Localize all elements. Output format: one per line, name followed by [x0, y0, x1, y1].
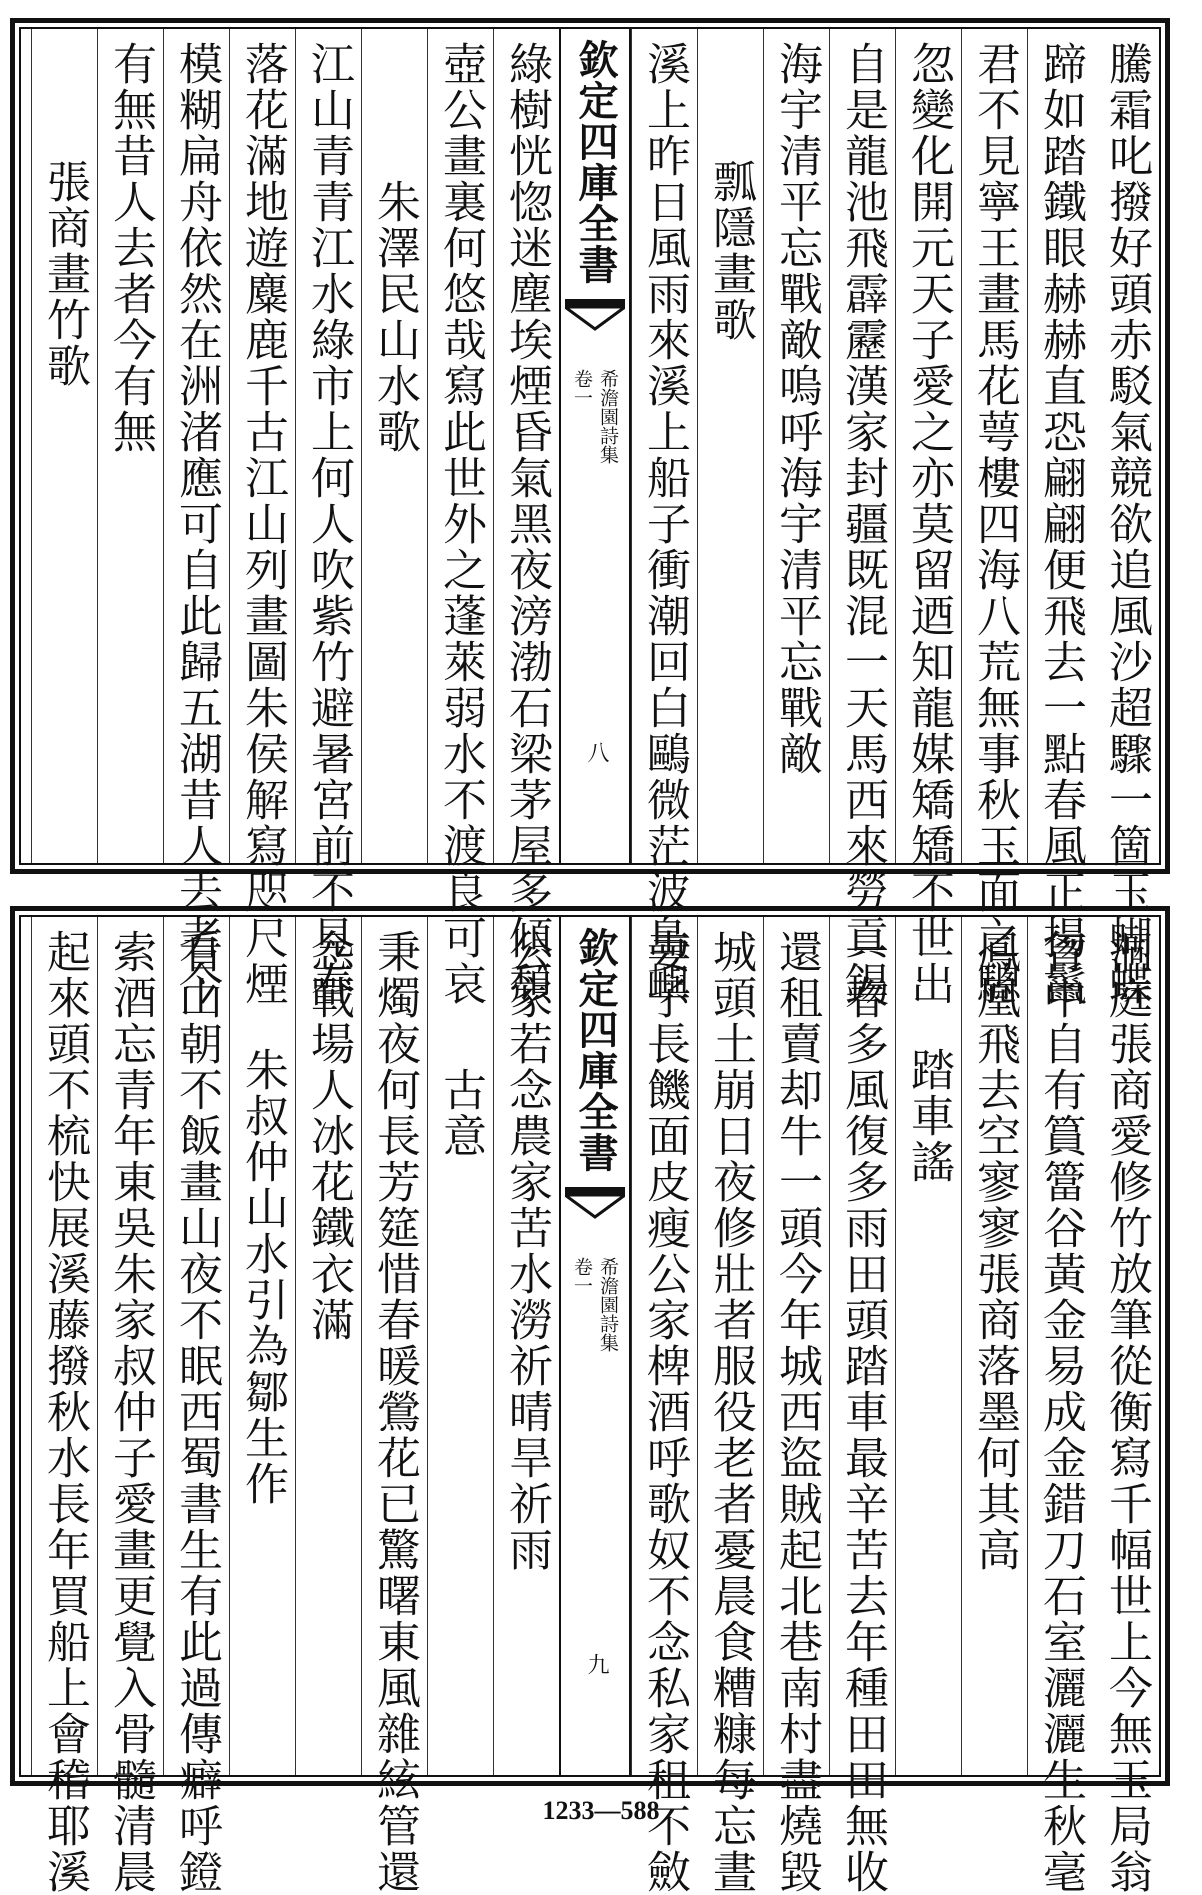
column-text: 忽變化開元天子愛之亦莫留迺知龍媒矯矯不世出 — [903, 41, 954, 1007]
text-column — [763, 29, 829, 863]
gutter-book-name: 希澹園詩集 — [597, 369, 619, 464]
text-column — [697, 917, 763, 1895]
text-column — [829, 917, 895, 1895]
text-column — [763, 917, 829, 1895]
column-text: 還租賣却牛一頭今年城西盜賊起北巷南村盡燒毀 — [771, 929, 822, 1895]
gutter-title: 欽定四庫全書 — [572, 927, 619, 1173]
gutter-juan: 卷一 — [571, 1257, 593, 1295]
text-column — [427, 29, 493, 1007]
text-column — [895, 29, 961, 1007]
gutter-page-number: 九 — [584, 1653, 609, 1675]
column-text: 城頭土崩日夜修壯者服役老者憂晨食糟糠每忘晝 — [705, 929, 756, 1895]
poem-title: 朱澤民山水歌 — [369, 179, 420, 455]
column-text: 蹄如踏鐵眼赫赫直恐翩翩便飛去一點春風正揚鬣 — [1035, 41, 1086, 1007]
text-column — [163, 917, 229, 1895]
poem-title: 朱叔仲山水引為鄒生作 — [237, 1047, 288, 1507]
gutter-juan: 卷一 — [571, 369, 593, 407]
column-text: 起來頭不梳快展溪藤撥秋水長年買船上會稽耶溪 — [39, 929, 90, 1895]
text-column — [1093, 29, 1159, 1007]
text-column — [97, 917, 163, 1895]
column-text: 有無昔人去者今有無 — [105, 41, 156, 455]
text-column — [493, 29, 559, 1007]
text-column — [493, 917, 559, 1775]
column-text: 自是龍池飛霹靂漢家封疆既混一天馬西來勞貢錫 — [837, 41, 888, 1007]
column-text: 洞庭張商愛修竹放筆從衡寫千幅世上今無玉局翁 — [1101, 929, 1152, 1895]
text-column — [31, 917, 97, 1895]
column-text: 君不見寧王畫馬花萼樓四海八荒無事秋玉面之驄 — [969, 41, 1020, 1007]
text-column — [163, 29, 229, 1007]
text-column — [229, 917, 295, 1775]
text-column — [31, 29, 97, 863]
gutter-title: 欽定四庫全書 — [572, 39, 619, 285]
text-column — [1027, 29, 1093, 1007]
gutter-page-number: 八 — [584, 741, 609, 763]
poem-title: 瓢隱畫歌 — [705, 159, 756, 343]
gutter-book-name: 希澹園詩集 — [597, 1257, 619, 1352]
page-top — [10, 18, 1170, 1007]
text-column — [361, 917, 427, 1895]
column-text: 鳳凰飛去空寥寥張商落墨何其高 — [969, 929, 1020, 1573]
page-top-gutter — [559, 29, 631, 863]
poem-title: 踏車謠 — [903, 1047, 954, 1185]
column-text: 妻子長饑面皮瘦公家椑酒呼歌奴不念私家租不斂 — [639, 929, 690, 1895]
column-text: 胷中自有篔簹谷黃金易成金錯刀石室灑灑生秋毫 — [1035, 929, 1086, 1895]
fish-tail-mark-icon — [565, 1187, 625, 1221]
poem-title: 古意 — [435, 1067, 486, 1159]
text-column — [631, 29, 697, 1007]
text-column — [229, 29, 295, 1007]
column-text: 江山青青江水綠市上何人吹紫竹避暑宮前不見春 — [303, 41, 354, 1007]
fish-tail-mark-icon — [565, 299, 625, 333]
text-column — [961, 29, 1027, 1007]
text-column — [427, 917, 493, 1775]
text-column — [961, 917, 1027, 1775]
text-column — [631, 917, 697, 1895]
text-column — [295, 29, 361, 1007]
page-bottom-gutter — [559, 917, 631, 1775]
text-column — [829, 29, 895, 1007]
poem-title: 張商畫竹歌 — [39, 159, 90, 389]
column-text: 公家若念農家苦水澇祈晴旱祈雨 — [501, 929, 552, 1573]
column-text: 看山朝不飯畫山夜不眠西蜀書生有此過傳癖呼鐙 — [171, 929, 222, 1895]
text-column — [1093, 917, 1159, 1895]
text-column — [361, 29, 427, 863]
text-column — [1027, 917, 1093, 1895]
column-text: 秉燭夜何長芳筵惜春暖鶯花已驚曙東風雜絃管還 — [369, 929, 420, 1895]
page-top-frame — [19, 27, 1161, 1007]
column-text: 一春多風復多雨田頭踏車最辛苦去年種田田無收 — [837, 929, 888, 1895]
column-text: 索酒忘青年東吳朱家叔仲子愛畫更覺入骨髓清晨 — [105, 929, 156, 1895]
catalog-page-number: 1233—588 — [542, 1796, 660, 1825]
column-text: 模糊扁舟依然在洲渚應可自此歸五湖昔人去者今 — [171, 41, 222, 1007]
column-text: 海宇清平忘戰敵嗚呼海宇清平忘戰敵 — [771, 41, 822, 777]
column-text: 綠樹恍惚迷塵埃煙昏氣黑夜滂渤石梁茅屋多傾頹 — [501, 41, 552, 1007]
column-text: 念戰場人冰花鐵衣滿 — [303, 929, 354, 1343]
text-column — [97, 29, 163, 863]
column-text: 騰霜叱撥好頭赤駁氣競欲追風沙超驟一箇玉蝴蝶 — [1101, 41, 1152, 1007]
text-column — [295, 917, 361, 1775]
text-column — [697, 29, 763, 863]
page-top-text-area — [21, 29, 1159, 1007]
column-text: 壺公畫裏何悠哉寫此世外之蓬萊弱水不渡良可哀 — [435, 41, 486, 1007]
column-text: 溪上昨日風雨來溪上船子衝潮回白鷗微茫波島嶼 — [639, 41, 690, 1007]
column-text: 落花滿地遊麋鹿千古江山列畫圖朱侯解寫咫尺煙 — [237, 41, 288, 1007]
text-column — [895, 917, 961, 1775]
